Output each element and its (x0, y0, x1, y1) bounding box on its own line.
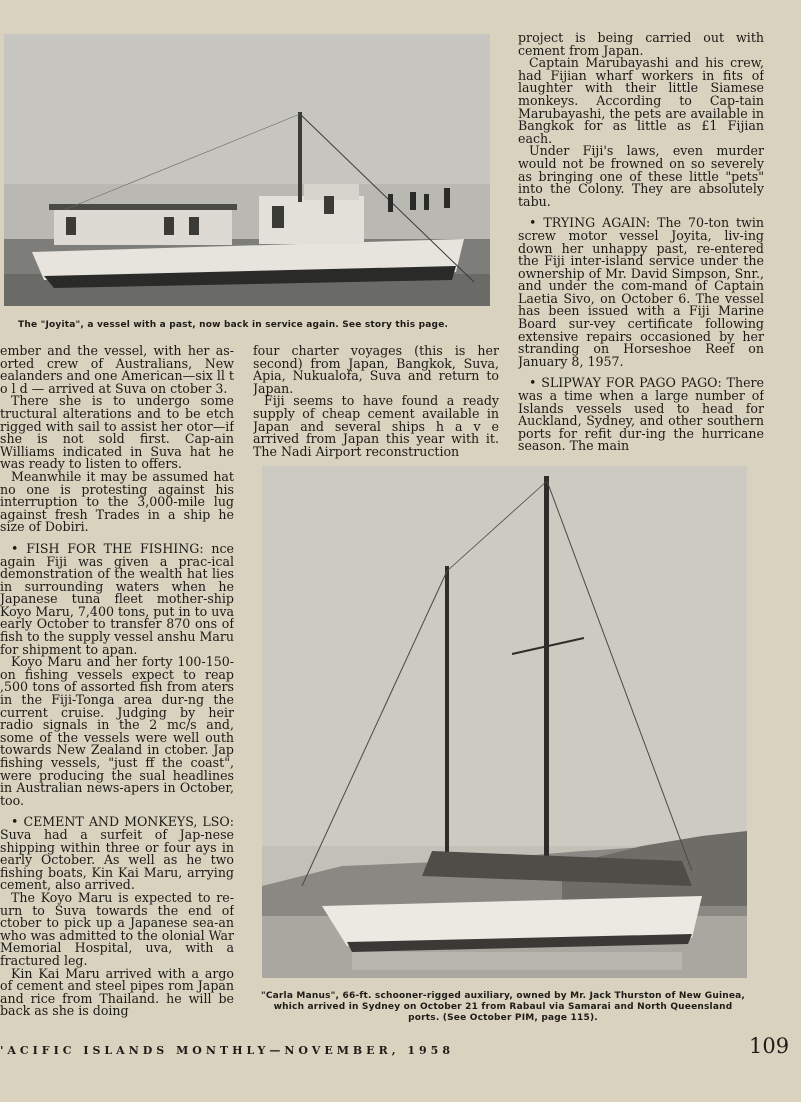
left-paragraph: Koyo Maru and her forty 100-150-on fishing vessels expect to reap ,500 tons of assorted fish from aters in the Fiji-Tonga area dur-ng the current cruise. Judging by heir radio signals in the 2 mc/s and, some of the vessels were well outh towards New Zealand in ctober. Jap fishing vessels, "just ff the coast", were producing the sual headlines in Australian news-apers in October, too. (0, 654, 234, 808)
left-paragraph: Meanwhile it may be assumed hat no one is protesting against his interruption to the 3,000-mile lug against fresh Trades in a ship he size of Dobiri. (0, 468, 234, 535)
carla-manus-photo (262, 466, 747, 978)
left-paragraph: The Koyo Maru is expected to re-urn to Suva towards the end of ctober to pick up a Japanese sea-an who was admitted to the olonial War Memorial Hospital, uva, with a fractured leg. (0, 889, 234, 968)
right-text-column (518, 32, 764, 456)
carla-manus-photo-caption: "Carla Manus", 66-ft. schooner-rigged auxiliary, owned by Mr. Jack Thurston of New Guinea, which arrived in Sydney on October 21 from Rabaul via Samarai and North Queensland ports. (See October PIM, page 115). (260, 991, 746, 1023)
left-paragraph: Kin Kai Maru arrived with a argo of cement and steel pipes rom Japan and rice from Thailand. he will be back as she is doing (0, 965, 234, 1019)
left-paragraph: ember and the vessel, with her as-orted crew of Australians, New ealanders and one American—six ll t o l d — arrived at Suva on ctober 3. (0, 345, 234, 396)
left-paragraph: There she is to undergo some tructural alterations and to be etch rigged with sail to assist her otor—if she is not sold first. Cap-ain Williams indicated in Suva hat he was ready to listen to offers. (0, 393, 234, 472)
middle-text-column (253, 345, 499, 463)
fish-for-the-fishing-paragraph: • FISH FOR THE FISHING: nce again Fiji was given a prac-ical demonstration of the wealth hat lies in surrounding waters when he Japanese tuna fleet mother-ship Koyo Maru, 7,400 tons, put in to uva early October to transfer 870 ons of fish to the supply vessel anshu Maru for shipment to apan. (0, 540, 234, 657)
trying-again-paragraph: • TRYING AGAIN: The 70-ton twin screw motor vessel Joyita, liv-ing down her unhappy past, re-entered the Fiji inter-island service under the ownership of Mr. David Simpson, Snr., and under the com-mand of Captain Laetia Sivo, on October 6. The vessel has been issued with a Fiji Marine Board sur-vey certificate following extensive repairs occasioned by her stranding on Horseshoe Reef on January 8, 1957. (518, 215, 764, 369)
left-text-column (0, 345, 234, 1035)
slipway-for-pago-pago-paragraph: • SLIPWAY FOR PAGO PAGO: There was a time when a large number of Islands vessels used to head for Auckland, Sydney, and other southern ports for refit dur-ing the hurricane season. The main (518, 375, 764, 454)
magazine-masthead-footer: 'ACIFIC ISLANDS MONTHLY—NOVEMBER, 1958 (0, 1044, 454, 1057)
right-paragraph: Under Fiji's laws, even murder would not be frowned on so severely as bringing one of these little "pets" into the Colony. They are absolutely tabu. (518, 143, 764, 209)
right-paragraph: Captain Marubayashi and his crew, had Fijian wharf workers in fits of laughter with their little Siamese monkeys. According to Cap-tain Marubayashi, the pets are available in Bangkok for as little as £1 Fijian each. (518, 55, 764, 146)
middle-paragraph: four charter voyages (this is her second) from Japan, Bangkok, Suva, Apia, Nukualofa, Suva and return to Japan. (253, 345, 499, 396)
right-paragraph: project is being carried out with cement from Japan. (518, 32, 764, 58)
middle-paragraph: Fiji seems to have found a ready supply of cheap cement available in Japan and several ships h a v e arrived from Japan this year with it. The Nadi Airport reconstruction (253, 393, 499, 459)
page-number: 109 (749, 1034, 790, 1058)
cement-and-monkeys-paragraph: • CEMENT AND MONKEYS, LSO: Suva had a surfeit of Jap-nese shipping within three or four ays in early October. As well as he two fishing boats, Kin Kai Maru, arrying cement, also arrived. (0, 814, 234, 893)
joyita-photo (4, 34, 490, 306)
joyita-photo-caption: The "Joyita", a vessel with a past, now back in service again. See story this page. (18, 320, 449, 330)
